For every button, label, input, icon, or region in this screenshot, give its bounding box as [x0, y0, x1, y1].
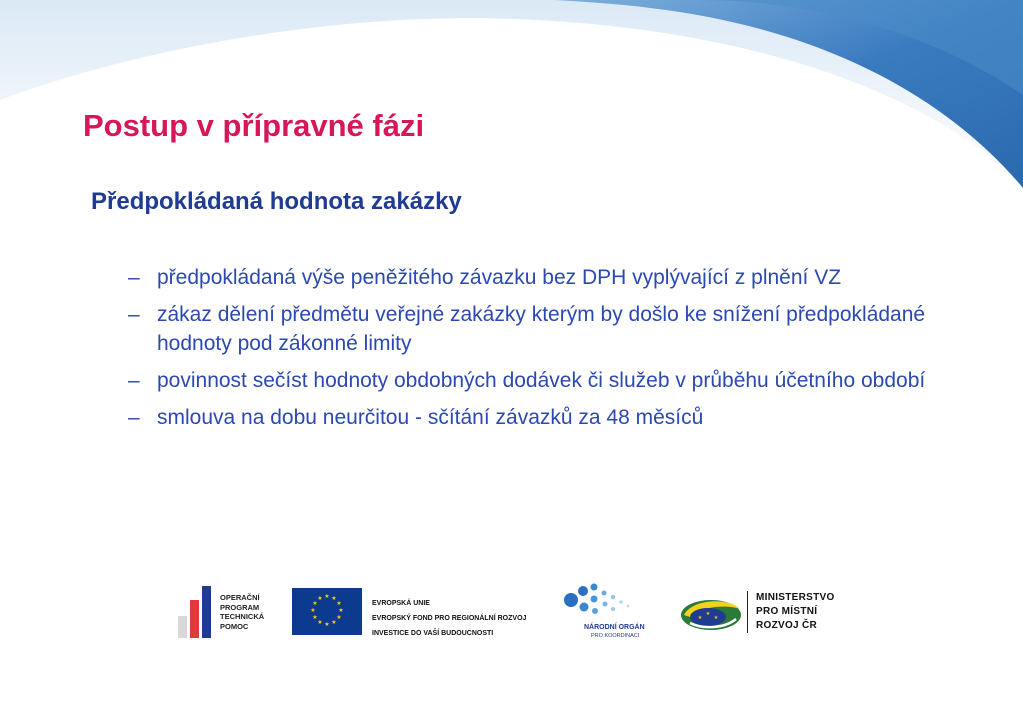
eu-line: INVESTICE DO VAŠÍ BUDOUCNOSTI [372, 630, 494, 637]
eu-line: EVROPSKÝ FOND PRO REGIONÁLNÍ ROZVOJ [372, 615, 527, 622]
nok-label: NÁRODNÍ ORGÁN [584, 624, 645, 631]
mmr-logo [680, 589, 856, 637]
logo-strip [176, 583, 856, 645]
bullet-text: povinnost sečíst hodnoty obdobných dodávek či služeb v průběhu účetního období [157, 369, 926, 392]
bullet-item [128, 403, 938, 432]
mmr-divider [747, 591, 748, 633]
eu-label [372, 596, 526, 641]
svg-text:★: ★ [331, 595, 337, 602]
bullet-dash: – [128, 369, 140, 392]
bullet-text: smlouva na dobu neurčitou - sčítání závazků za 48 měsíců [157, 406, 704, 429]
svg-text:★: ★ [336, 614, 342, 621]
svg-text:★: ★ [312, 614, 318, 621]
svg-text:★: ★ [312, 600, 318, 607]
nok-sublabel: PRO KOORDINACI [591, 633, 640, 639]
bullet-text: předpokládaná výše peněžitého závazku bez DPH vyplývající z plnění VZ [157, 266, 842, 289]
svg-text:★: ★ [331, 619, 337, 626]
svg-text:★: ★ [324, 621, 330, 628]
optp-logo [176, 586, 286, 638]
nok-logo [562, 583, 646, 643]
bullet-text: zákaz dělení předmětu veřejné zakázky kterým by došlo ke snížení předpokládané hodnoty pod zákonné limity [157, 303, 926, 355]
svg-text:★: ★ [317, 619, 323, 626]
bullet-item [128, 263, 938, 292]
eu-logo [292, 588, 552, 636]
svg-text:★: ★ [310, 607, 316, 614]
svg-text:★: ★ [713, 615, 719, 621]
bullet-dash: – [128, 303, 140, 326]
bullet-item [128, 300, 938, 358]
bullet-dash: – [128, 266, 140, 289]
svg-text:★: ★ [338, 607, 344, 614]
optp-label: OPERAČNÍ PROGRAM TECHNICKÁ POMOC [220, 593, 265, 631]
slide-subtitle: Předpokládaná hodnota zakázky [91, 188, 462, 215]
svg-text:★: ★ [336, 600, 342, 607]
optp-bars-icon [176, 586, 216, 638]
eu-line: EVROPSKÁ UNIE [372, 600, 430, 607]
svg-text:★: ★ [705, 611, 711, 617]
mmr-label: MINISTERSTVO PRO MÍSTNÍ ROZVOJ ČR [756, 592, 835, 631]
bullet-list [128, 263, 938, 440]
eu-flag-icon [292, 588, 362, 635]
svg-text:★: ★ [317, 595, 323, 602]
nok-dots-icon [562, 583, 646, 621]
bullet-dash: – [128, 406, 140, 429]
svg-text:★: ★ [697, 615, 703, 621]
svg-text:★: ★ [324, 593, 330, 600]
slide-title: Postup v přípravné fázi [83, 108, 425, 143]
mmr-emblem-icon [680, 593, 742, 633]
bullet-item [128, 366, 938, 395]
